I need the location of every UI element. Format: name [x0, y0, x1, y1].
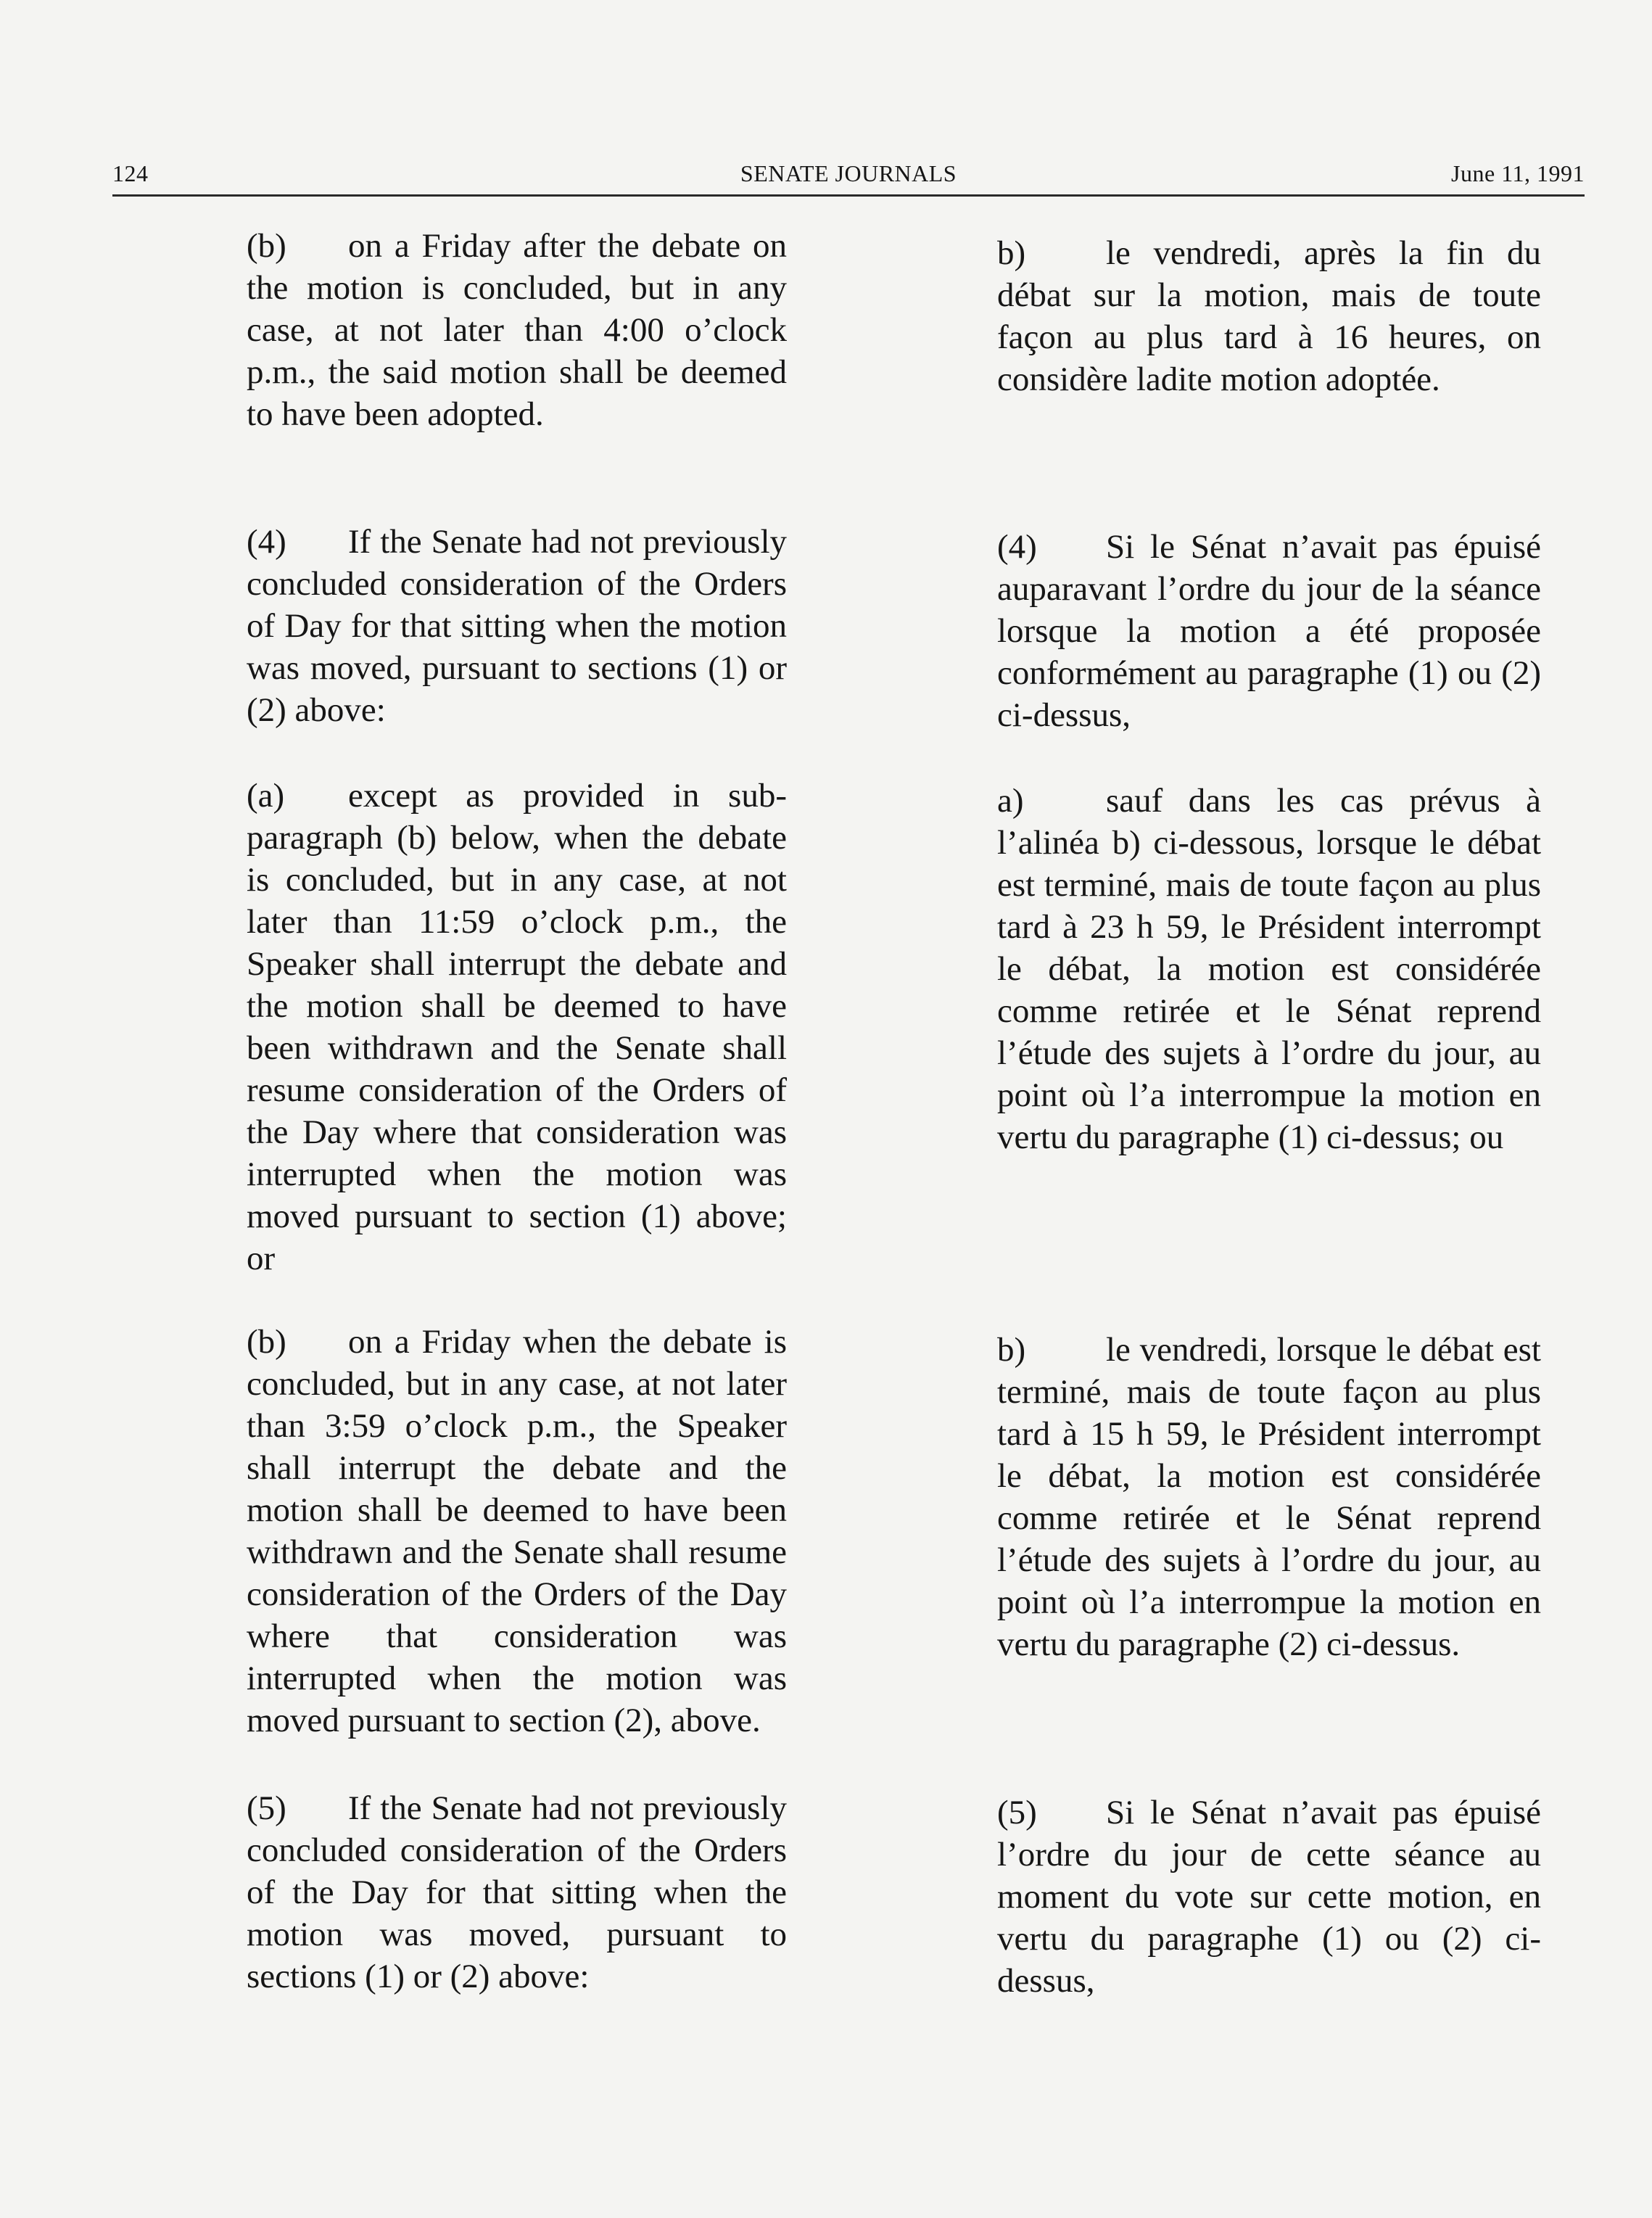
fr-paragraph-b-retiree [997, 1329, 1541, 1665]
journal-title: SENATE JOURNALS [740, 160, 957, 186]
en-paragraph-text: on a Friday after the debate on the motion is concluded, but in any case, at not later than 4:00 o’clock p.m., the said motion shall be deemed to have been adopted. [247, 227, 787, 433]
en-paragraph-text: except as provided in sub-paragraph (b) below, when the debate is concluded, but in any case, at not later than 11:59 o’clock p.m., the Speaker shall interrupt the debate and the motion shall be deemed to have been withdrawn and the Senate shall resume consideration of the Orders of the Day where that consideration was interrupted when the motion was moved pursuant to section (1) above; or [247, 777, 787, 1277]
en-paragraph-a [247, 775, 787, 1279]
fr-paragraph-4 [997, 526, 1541, 736]
fr-paragraph-number: a) [997, 782, 1024, 820]
fr-paragraph-a [997, 780, 1541, 1158]
fr-paragraph-text: Si le Sénat n’avait pas épuisé l’ordre du jour de cette séance au moment du vote sur cette motion, en vertu du paragraphe (1) ou (2) ci-dessus, [997, 1794, 1541, 2000]
en-paragraph-number: (b) [247, 227, 286, 265]
fr-paragraph-number: b) [997, 234, 1026, 272]
fr-paragraph-text: le vendredi, lorsque le débat est terminé, mais de toute façon au plus tard à 15 h 59, le Président interrompt le débat, la motion est considérée comme retirée et le Sénat reprend l’étude des sujets à l’ordre du jour, au point où l’a interrompue la motion en vertu du paragraphe (2) ci-dessus. [997, 1331, 1541, 1663]
fr-paragraph-text: Si le Sénat n’avait pas épuisé auparavant l’ordre du jour de la séance lorsque la motion a été proposée conformément au paragraphe (1) ou (2) ci-dessus, [997, 528, 1541, 734]
en-paragraph-b-withdrawn [247, 1321, 787, 1741]
en-paragraph-number: (a) [247, 777, 285, 815]
en-paragraph-text: If the Senate had not previously concluded consideration of the Orders of Day for that sitting when the motion was moved, pursuant to sections (1) or (2) above: [247, 523, 787, 729]
journal-date: June 11, 1991 [1451, 160, 1585, 186]
fr-paragraph-text: sauf dans les cas prévus à l’alinéa b) ci-dessous, lorsque le débat est terminé, mais de toute façon au plus tard à 23 h 59, le Président interrompt le débat, la motion est considérée comme retirée et le Sénat reprend l’étude des sujets à l’ordre du jour, au point où l’a interrompue la motion en vertu du paragraphe (1) ci-dessus; ou [997, 782, 1541, 1156]
fr-paragraph-5 [997, 1792, 1541, 2002]
fr-paragraph-text: le vendredi, après la fin du débat sur la motion, mais de toute façon au plus tard à 16 heures, on considère ladite motion adoptée. [997, 234, 1541, 398]
fr-paragraph-number: (4) [997, 528, 1037, 566]
en-paragraph-number: (4) [247, 523, 286, 561]
fr-paragraph-number: b) [997, 1331, 1026, 1369]
en-paragraph-text: on a Friday when the debate is concluded, but in any case, at not later than 3:59 o’clock p.m., the Speaker shall interrupt the debate and the motion shall be deemed to have been withdrawn and the Senate shall resume consideration of the Orders of the Day where that consideration was interrupted when the motion was moved pursuant to section (2), above. [247, 1323, 787, 1739]
page-number: 124 [112, 160, 149, 186]
en-paragraph-b-friday [247, 225, 787, 435]
en-paragraph-4 [247, 521, 787, 731]
en-paragraph-5 [247, 1787, 787, 1998]
fr-paragraph-number: (5) [997, 1794, 1037, 1831]
fr-paragraph-b-vendredi [997, 232, 1541, 400]
page-header [112, 151, 1585, 197]
en-paragraph-number: (b) [247, 1323, 286, 1361]
en-paragraph-number: (5) [247, 1789, 286, 1827]
en-paragraph-text: If the Senate had not previously concluded consideration of the Orders of the Day for that sitting when the motion was moved, pursuant to sections (1) or (2) above: [247, 1789, 787, 1995]
